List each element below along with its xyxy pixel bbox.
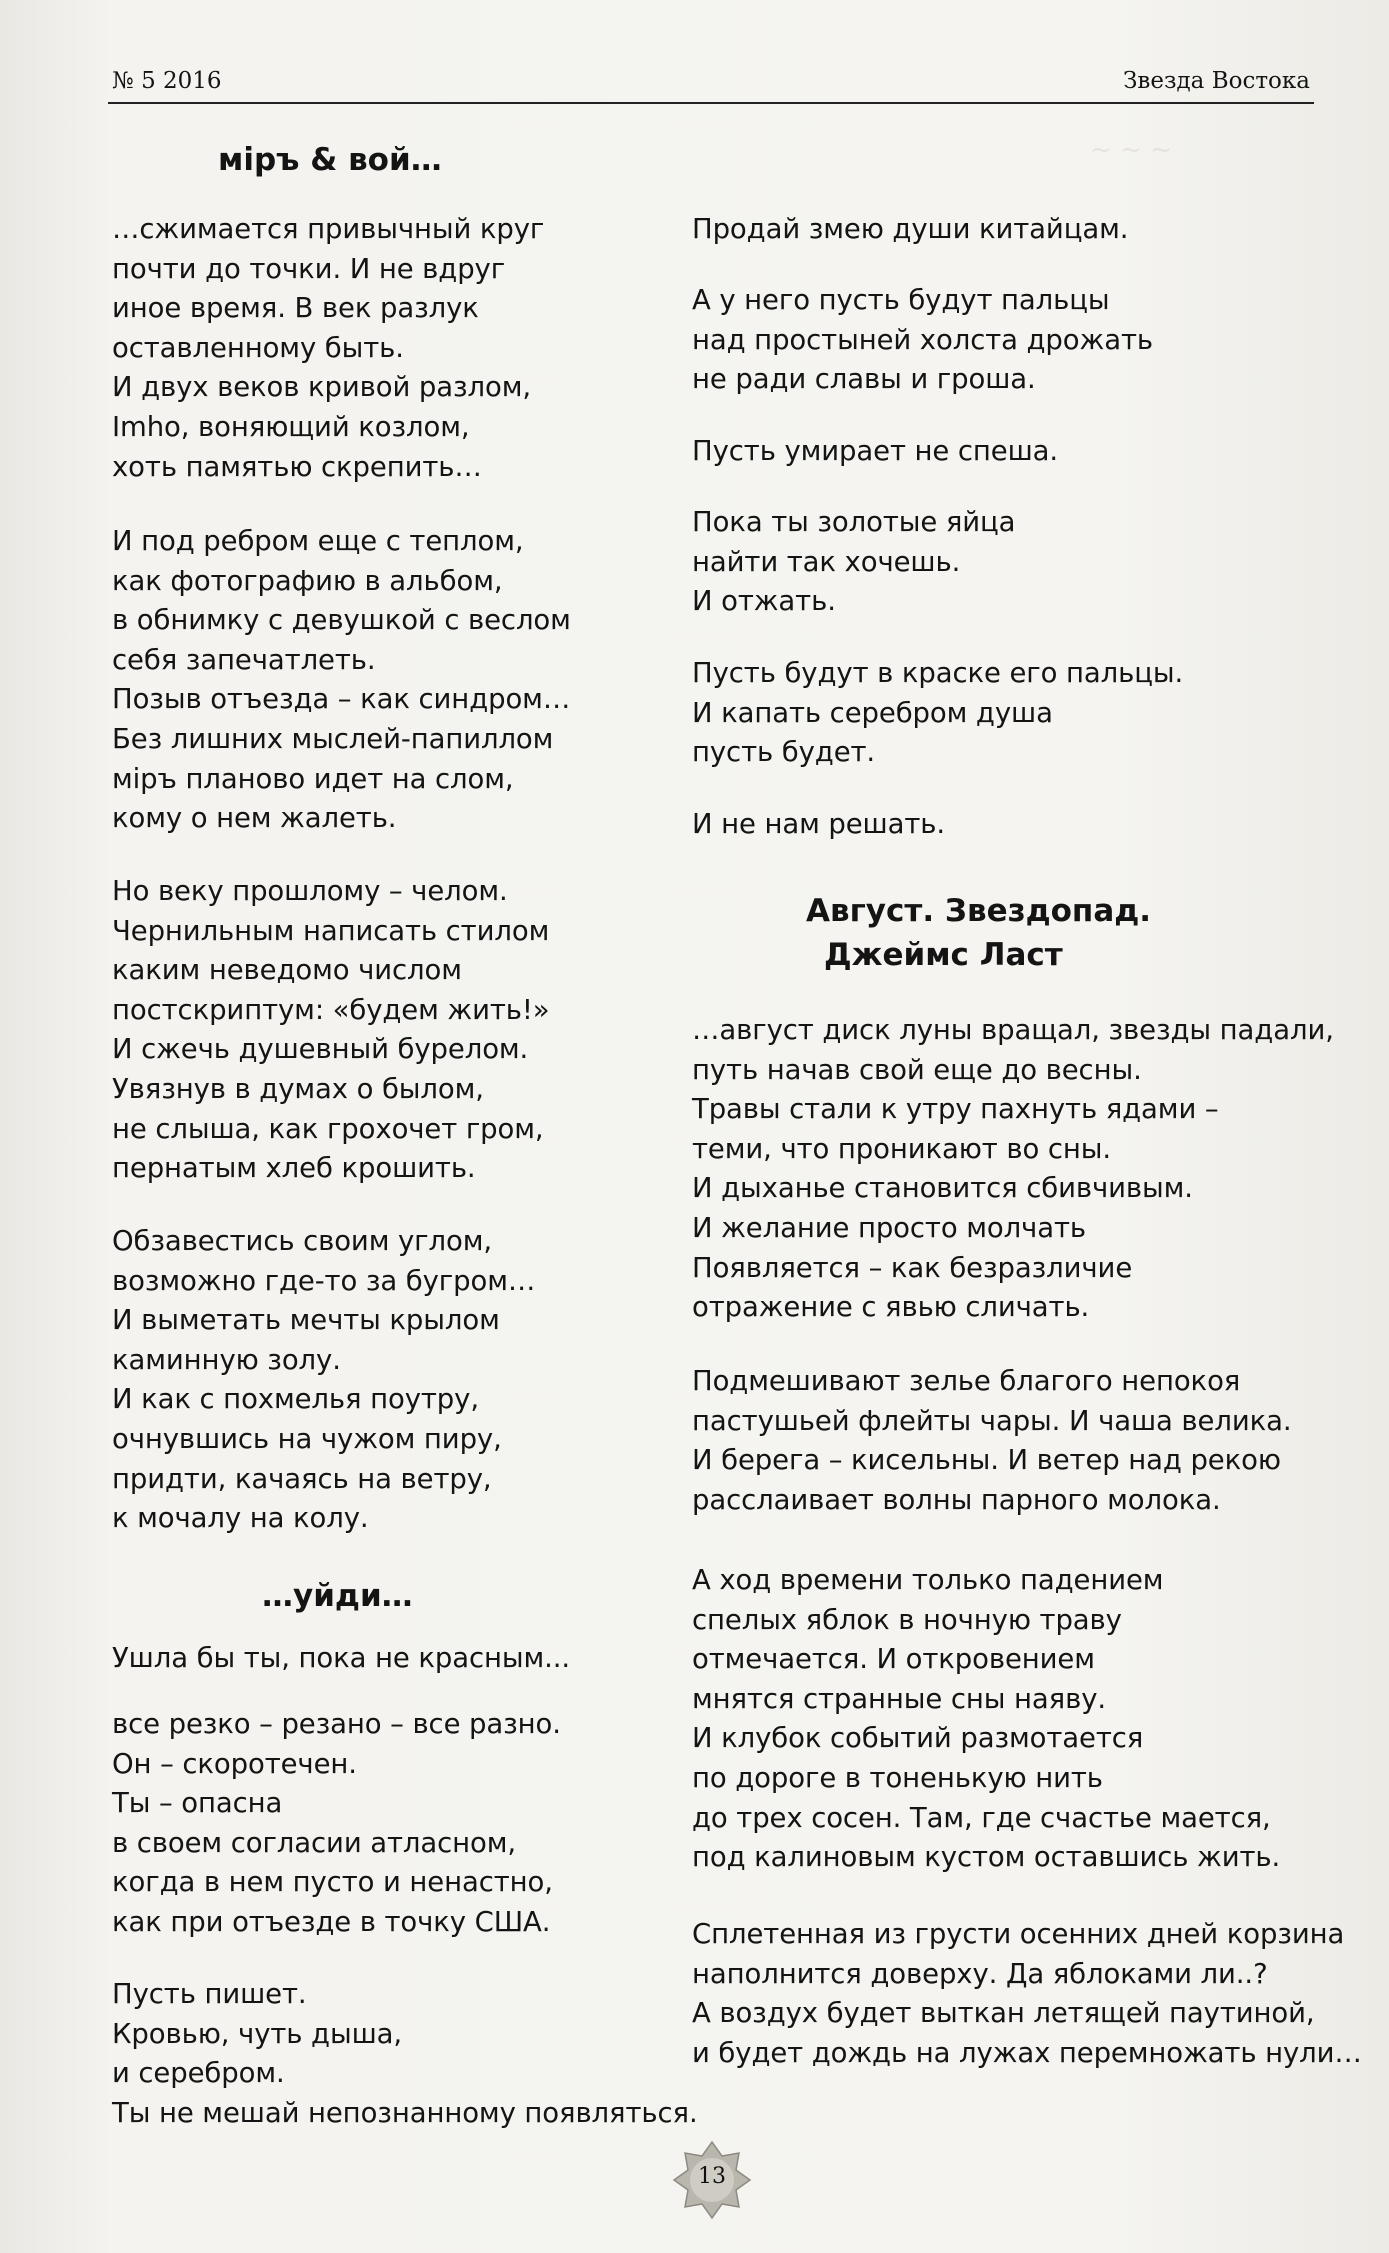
poem-stanza: [692, 503, 1015, 622]
poem-stanza: [112, 1222, 535, 1539]
verse-line: иное время. В век разлук: [112, 292, 479, 325]
verse-line: пусть будет.: [692, 736, 876, 769]
verse-line: отражение с явью сличать.: [692, 1291, 1090, 1324]
verse-line: постскриптум: «будем жить!»: [112, 993, 550, 1026]
verse-line: оставленному быть.: [112, 331, 404, 364]
verse-line: каким неведомо числом: [112, 954, 462, 987]
verse-line: Но веку прошлому – челом.: [112, 875, 508, 907]
verse-line: …сжимается привычный круг: [112, 213, 545, 245]
verse-line: Ты – опасна: [112, 1787, 283, 1820]
verse-line: себя запечатлеть.: [112, 643, 376, 676]
verse-line: до трех сосен. Там, где счастье мается,: [692, 1801, 1271, 1834]
poem-stanza: [692, 654, 1183, 773]
verse-line: Продай змею души китайцам.: [692, 213, 1129, 245]
poem-stanza: [112, 1639, 570, 1679]
journal-title: Звезда Востока: [1123, 68, 1310, 94]
verse-line: Кровью, чуть дыша,: [112, 2017, 403, 2050]
verse-line: не ради славы и гроша.: [692, 363, 1036, 396]
verse-line: наполнится доверху. Да яблоками ли..?: [692, 1957, 1268, 1990]
verse-line: мнятся странные сны наяву.: [692, 1682, 1107, 1715]
verse-line: когда в нем пусто и ненастно,: [112, 1866, 553, 1899]
verse-line: расслаивает волны парного молока.: [692, 1483, 1221, 1516]
verse-line: Увязнув в думах о былом,: [112, 1072, 484, 1105]
page-number: 13: [698, 2164, 726, 2189]
verse-line: пернатым хлеб крошить.: [112, 1152, 476, 1185]
verse-line: И клубок событий размотается: [692, 1722, 1144, 1755]
poem-stanza: [112, 872, 550, 1189]
poem-stanza: [112, 1975, 698, 2133]
verse-line: И не нам решать.: [692, 808, 946, 840]
verse-line: очнувшись на чужом пиру,: [112, 1422, 502, 1455]
verse-line: Обзавестись своим углом,: [112, 1225, 493, 1257]
verse-line: И выметать мечты крылом: [112, 1304, 500, 1337]
verse-line: Ты не мешай непознанному появляться.: [112, 2096, 698, 2129]
poem-title: Август. Звездопад.: [806, 893, 1152, 929]
poem-stanza: [692, 1561, 1280, 1878]
verse-line: міръ планово идет на слом,: [112, 762, 514, 795]
verse-line: по дороге в тоненькую нить: [692, 1761, 1103, 1794]
verse-line: Травы стали к утру пахнуть ядами –: [692, 1093, 1219, 1126]
verse-line: И берега – кисельны. И ветер над рекою: [692, 1444, 1281, 1477]
verse-line: Пусть будут в краске его пальцы.: [692, 657, 1184, 689]
verse-line: в своем согласии атласном,: [112, 1826, 517, 1859]
verse-line: отмечается. И откровением: [692, 1643, 1095, 1676]
verse-line: Сплетенная из грусти осенних дней корзина: [692, 1918, 1345, 1950]
verse-line: И желание просто молчать: [692, 1211, 1086, 1244]
verse-line: И дыханье становится сбивчивым.: [692, 1172, 1193, 1205]
verse-line: И как с похмелья поутру,: [112, 1383, 479, 1416]
verse-line: …август диск луны вращал, звезды падали,: [692, 1014, 1334, 1046]
verse-line: под калиновым кустом оставшись жить.: [692, 1841, 1281, 1874]
verse-line: как фотографию в альбом,: [112, 564, 503, 597]
verse-line: и будет дождь на лужах перемножать нули…: [692, 2036, 1362, 2069]
poem-stanza: [692, 805, 945, 845]
poem-stanza: [112, 210, 544, 487]
poem-stanza: [692, 432, 1058, 472]
verse-line: путь начав свой еще до весны.: [692, 1053, 1142, 1086]
poem-stanza: [112, 1705, 561, 1943]
verse-line: хоть памятью скрепить…: [112, 450, 482, 483]
verse-line: в обнимку с девушкой с веслом: [112, 604, 571, 637]
poem-stanza: [692, 1011, 1334, 1328]
verse-line: Появляется – как безразличие: [692, 1251, 1133, 1284]
page-number-badge: [672, 2140, 752, 2220]
issue-number: № 5 2016: [112, 68, 222, 94]
verse-line: найти так хочешь.: [692, 545, 961, 578]
verse-line: Пока ты золотые яйца: [692, 506, 1016, 538]
verse-line: к мочалу на колу.: [112, 1502, 369, 1535]
verse-line: Пусть пишет.: [112, 1978, 307, 2010]
verse-line: И двух веков кривой разлом,: [112, 371, 532, 404]
verse-line: И под ребром еще с теплом,: [112, 525, 524, 557]
bleed-through-decoration: ~ ~ ~: [1090, 135, 1172, 165]
verse-line: как при отъезде в точку США.: [112, 1905, 551, 1938]
verse-line: Подмешивают зелье благого непокоя: [692, 1365, 1241, 1397]
poem-title: …уйди…: [262, 1578, 413, 1614]
verse-line: каминную золу.: [112, 1343, 341, 1376]
verse-line: Он – скоротечен.: [112, 1747, 357, 1780]
verse-line: Imho, воняющий козлом,: [112, 410, 470, 443]
poem-stanza: [692, 281, 1153, 400]
verse-line: пастушьей флейты чары. И чаша велика.: [692, 1404, 1292, 1437]
verse-line: И отжать.: [692, 585, 836, 618]
verse-line: А ход времени только падением: [692, 1564, 1164, 1596]
verse-line: Чернильным написать стилом: [112, 914, 550, 947]
verse-line: и серебром.: [112, 2057, 285, 2090]
poem-title: міръ & вой…: [218, 142, 442, 178]
verse-line: Без лишних мыслей-папиллом: [112, 722, 554, 755]
poem-stanza: [112, 522, 571, 839]
page-header: [108, 62, 1314, 104]
verse-line: кому о нем жалеть.: [112, 802, 397, 835]
verse-line: все резко – резано – все разно.: [112, 1708, 561, 1740]
verse-line: Позыв отъезда – как синдром…: [112, 683, 571, 716]
verse-line: Пусть умирает не спеша.: [692, 435, 1059, 467]
poem-stanza: [692, 210, 1128, 250]
verse-line: теми, что проникают во сны.: [692, 1132, 1111, 1165]
poem-stanza: [692, 1915, 1362, 2073]
verse-line: почти до точки. И не вдруг: [112, 252, 506, 285]
verse-line: А у него пусть будут пальцы: [692, 284, 1110, 316]
verse-line: придти, качаясь на ветру,: [112, 1462, 492, 1495]
verse-line: И капать серебром душа: [692, 696, 1053, 729]
poem-title: Джеймс Ласт: [824, 937, 1063, 973]
verse-line: А воздух будет выткан летящей паутиной,: [692, 1997, 1315, 2030]
verse-line: не слыша, как грохочет гром,: [112, 1112, 544, 1145]
verse-line: над простыней холста дрожать: [692, 323, 1153, 356]
poem-stanza: [692, 1362, 1292, 1520]
verse-line: И сжечь душевный бурелом.: [112, 1033, 529, 1066]
verse-line: Ушла бы ты, пока не красным...: [112, 1642, 571, 1674]
verse-line: возможно где-то за бугром…: [112, 1264, 536, 1297]
verse-line: спелых яблок в ночную траву: [692, 1603, 1122, 1636]
